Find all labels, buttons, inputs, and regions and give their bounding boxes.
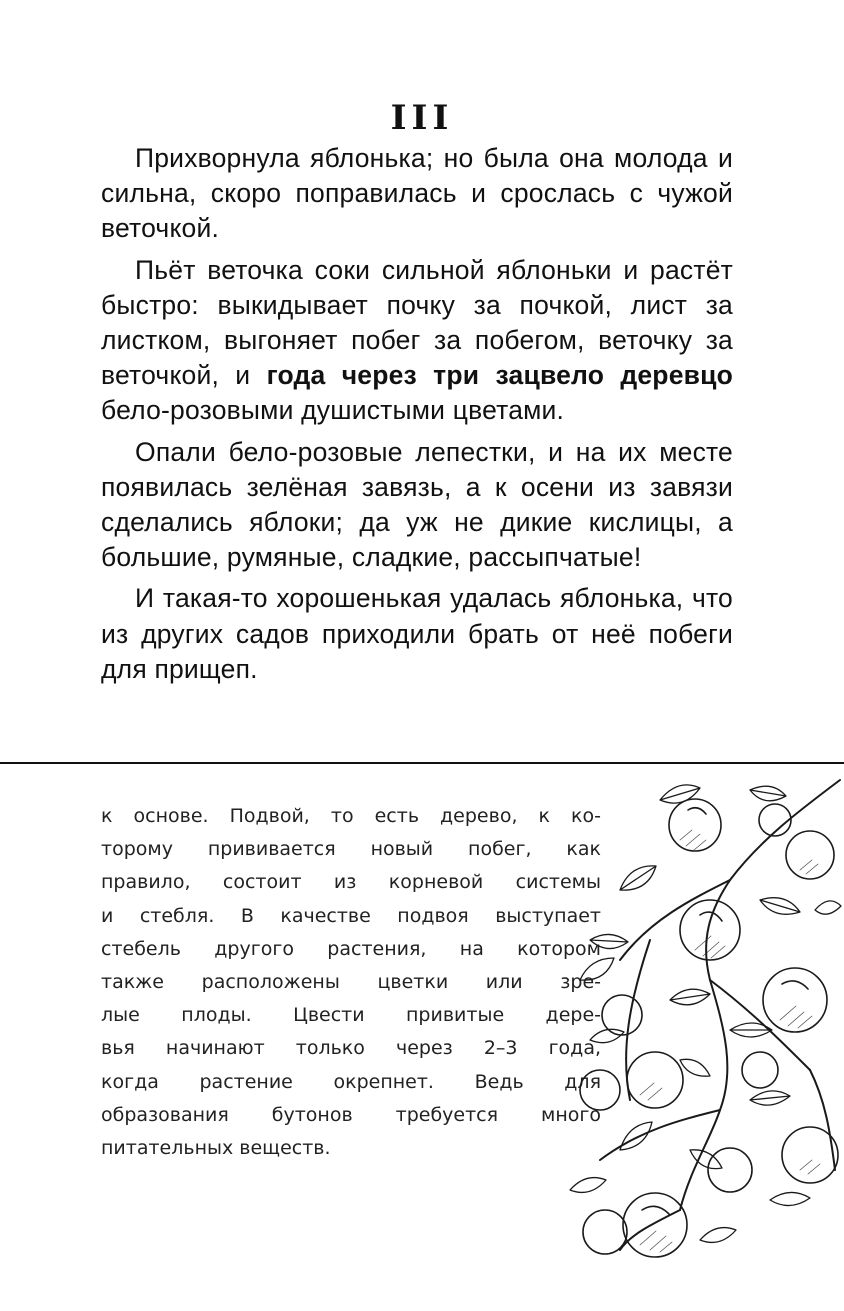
paragraph-3: Опали бело-розовые лепестки, и на их месте появилась зелёная завязь, а к осени из завязи сделались яблоки; да уж не дикие кислицы, а большие, румяные, сладкие, рассыпчатые! xyxy=(101,436,733,573)
paragraph-4: И такая-то хорошенькая удалась яблонька, что из других садов приходили брать от неё побеги для прищеп. xyxy=(101,583,733,684)
paragraph-2-start: Пьёт веточка соки сильной яблоньки и растёт быстро: выкидывает почку за почкой, лист за листком, выгоняет побег за побегом, веточку за веточкой, и xyxy=(101,254,733,391)
footnote-line: торому прививается новый побег, как xyxy=(101,838,601,861)
apple-branch-sketch-icon xyxy=(560,770,844,1260)
footnote-line: к основе. Подвой, то есть дерево, к ко- xyxy=(101,805,601,827)
paragraph-2-end: бело-розовыми душистыми цветами. xyxy=(101,395,565,426)
section-divider xyxy=(0,762,844,764)
footnote-line: правило, состоит из корневой системы xyxy=(101,871,601,894)
footnote-line: образования бутонов требуется много xyxy=(101,1103,601,1126)
footnote-line: и стебля. В качестве подвоя выступает xyxy=(101,904,601,927)
chapter-numeral: III xyxy=(390,98,454,138)
paragraph-1: Прихворнула яблонька; но была она молода и сильна, скоро поправилась и срослась с чужой веточкой. xyxy=(101,143,733,244)
paragraph-2-bold: года через три зацвело деревцо xyxy=(266,360,734,391)
footnote-line: питательных веществ. xyxy=(101,1137,331,1160)
footnote-line: лые плоды. Цвести привитые дере- xyxy=(101,1004,601,1027)
footnote-text xyxy=(101,800,601,1165)
footnote-line: вья начинают только через 2–3 года, xyxy=(101,1037,601,1060)
footnote-line: стебель другого растения, на котором xyxy=(101,937,601,960)
footnote-line: когда растение окрепнет. Ведь для xyxy=(101,1070,601,1093)
main-story-text xyxy=(101,141,733,687)
footnote-line: также расположены цветки или зре- xyxy=(101,971,601,994)
paragraph-2 xyxy=(101,253,733,429)
